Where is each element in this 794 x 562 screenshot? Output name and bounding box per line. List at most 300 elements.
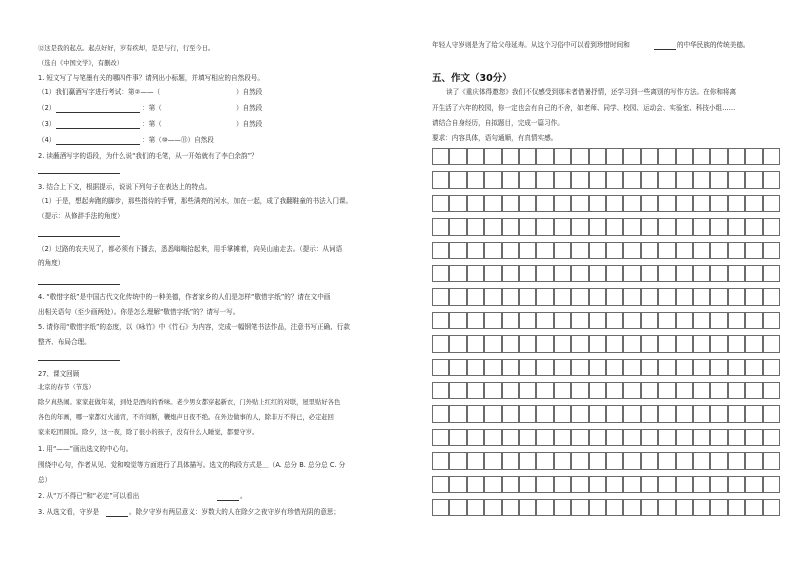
grid-cell[interactable]: [710, 476, 727, 493]
grid-cell[interactable]: [676, 312, 693, 329]
grid-cell[interactable]: [710, 499, 727, 516]
grid-cell[interactable]: [467, 148, 484, 165]
grid-cell[interactable]: [467, 476, 484, 493]
grid-cell[interactable]: [728, 218, 745, 235]
grid-cell[interactable]: [745, 476, 762, 493]
grid-cell[interactable]: [728, 382, 745, 399]
grid-cell[interactable]: [606, 476, 623, 493]
grid-cell[interactable]: [554, 242, 571, 259]
q1-item-4-title-blank[interactable]: [56, 144, 140, 145]
grid-cell[interactable]: [554, 335, 571, 352]
grid-cell[interactable]: [641, 476, 658, 493]
grid-cell[interactable]: [676, 452, 693, 469]
grid-cell[interactable]: [641, 242, 658, 259]
grid-cell[interactable]: [658, 171, 675, 188]
grid-cell[interactable]: [658, 476, 675, 493]
grid-cell[interactable]: [710, 382, 727, 399]
grid-cell[interactable]: [571, 429, 588, 446]
grid-cell[interactable]: [589, 499, 606, 516]
grid-cell[interactable]: [763, 171, 780, 188]
grid-cell[interactable]: [745, 195, 762, 212]
grid-cell[interactable]: [536, 288, 553, 305]
grid-cell[interactable]: [554, 429, 571, 446]
grid-cell[interactable]: [536, 195, 553, 212]
grid-cell[interactable]: [676, 405, 693, 422]
grid-cell[interactable]: [484, 335, 501, 352]
grid-cell[interactable]: [623, 499, 640, 516]
grid-cell[interactable]: [536, 171, 553, 188]
grid-cell[interactable]: [658, 148, 675, 165]
grid-cell[interactable]: [519, 476, 536, 493]
grid-cell[interactable]: [449, 452, 466, 469]
grid-cell[interactable]: [589, 171, 606, 188]
grid-cell[interactable]: [502, 312, 519, 329]
grid-cell[interactable]: [432, 218, 449, 235]
grid-cell[interactable]: [502, 499, 519, 516]
grid-cell[interactable]: [745, 265, 762, 282]
reading-q3-blank-2[interactable]: [654, 49, 676, 50]
grid-cell[interactable]: [763, 429, 780, 446]
grid-cell[interactable]: [484, 288, 501, 305]
grid-cell[interactable]: [571, 452, 588, 469]
grid-cell[interactable]: [554, 452, 571, 469]
grid-cell[interactable]: [641, 335, 658, 352]
grid-cell[interactable]: [502, 171, 519, 188]
grid-cell[interactable]: [536, 265, 553, 282]
grid-cell[interactable]: [710, 148, 727, 165]
grid-cell[interactable]: [571, 476, 588, 493]
grid-cell[interactable]: [658, 359, 675, 376]
grid-cell[interactable]: [467, 382, 484, 399]
grid-cell[interactable]: [571, 382, 588, 399]
grid-cell[interactable]: [519, 405, 536, 422]
grid-cell[interactable]: [536, 148, 553, 165]
q2-answer-line[interactable]: [38, 173, 120, 174]
grid-cell[interactable]: [519, 195, 536, 212]
grid-cell[interactable]: [710, 218, 727, 235]
grid-cell[interactable]: [571, 265, 588, 282]
grid-cell[interactable]: [693, 335, 710, 352]
grid-cell[interactable]: [484, 171, 501, 188]
grid-cell[interactable]: [693, 312, 710, 329]
grid-cell[interactable]: [589, 265, 606, 282]
grid-cell[interactable]: [763, 242, 780, 259]
grid-cell[interactable]: [606, 382, 623, 399]
grid-cell[interactable]: [693, 452, 710, 469]
grid-cell[interactable]: [519, 265, 536, 282]
grid-cell[interactable]: [519, 452, 536, 469]
grid-cell[interactable]: [728, 405, 745, 422]
grid-cell[interactable]: [449, 405, 466, 422]
grid-cell[interactable]: [676, 242, 693, 259]
grid-cell[interactable]: [710, 288, 727, 305]
grid-cell[interactable]: [641, 359, 658, 376]
grid-cell[interactable]: [432, 148, 449, 165]
grid-cell[interactable]: [641, 499, 658, 516]
grid-cell[interactable]: [745, 148, 762, 165]
grid-cell[interactable]: [571, 288, 588, 305]
grid-cell[interactable]: [571, 359, 588, 376]
grid-cell[interactable]: [432, 242, 449, 259]
grid-cell[interactable]: [554, 265, 571, 282]
grid-cell[interactable]: [536, 382, 553, 399]
grid-cell[interactable]: [449, 359, 466, 376]
grid-cell[interactable]: [432, 359, 449, 376]
grid-cell[interactable]: [693, 265, 710, 282]
grid-cell[interactable]: [606, 335, 623, 352]
grid-cell[interactable]: [554, 218, 571, 235]
grid-cell[interactable]: [449, 312, 466, 329]
grid-cell[interactable]: [710, 359, 727, 376]
grid-cell[interactable]: [658, 312, 675, 329]
grid-cell[interactable]: [763, 335, 780, 352]
grid-cell[interactable]: [763, 218, 780, 235]
grid-cell[interactable]: [641, 312, 658, 329]
grid-cell[interactable]: [623, 171, 640, 188]
grid-cell[interactable]: [536, 218, 553, 235]
grid-cell[interactable]: [763, 359, 780, 376]
grid-cell[interactable]: [571, 242, 588, 259]
grid-cell[interactable]: [676, 288, 693, 305]
grid-cell[interactable]: [432, 265, 449, 282]
grid-cell[interactable]: [606, 242, 623, 259]
grid-cell[interactable]: [571, 335, 588, 352]
grid-cell[interactable]: [449, 476, 466, 493]
grid-cell[interactable]: [536, 476, 553, 493]
grid-cell[interactable]: [484, 148, 501, 165]
grid-cell[interactable]: [467, 312, 484, 329]
q3-2-answer-line[interactable]: [38, 284, 120, 285]
grid-cell[interactable]: [641, 171, 658, 188]
grid-cell[interactable]: [484, 312, 501, 329]
grid-cell[interactable]: [502, 335, 519, 352]
grid-cell[interactable]: [623, 452, 640, 469]
grid-cell[interactable]: [484, 405, 501, 422]
grid-cell[interactable]: [589, 382, 606, 399]
grid-cell[interactable]: [693, 288, 710, 305]
grid-cell[interactable]: [676, 499, 693, 516]
grid-cell[interactable]: [589, 429, 606, 446]
grid-cell[interactable]: [658, 405, 675, 422]
grid-cell[interactable]: [641, 429, 658, 446]
grid-cell[interactable]: [502, 429, 519, 446]
grid-cell[interactable]: [484, 382, 501, 399]
grid-cell[interactable]: [710, 452, 727, 469]
grid-cell[interactable]: [606, 405, 623, 422]
grid-cell[interactable]: [589, 312, 606, 329]
grid-cell[interactable]: [763, 195, 780, 212]
grid-cell[interactable]: [536, 359, 553, 376]
grid-cell[interactable]: [519, 359, 536, 376]
q1-item-3-title-blank[interactable]: [56, 128, 140, 129]
grid-cell[interactable]: [432, 429, 449, 446]
grid-cell[interactable]: [519, 148, 536, 165]
grid-cell[interactable]: [502, 265, 519, 282]
grid-cell[interactable]: [606, 148, 623, 165]
grid-cell[interactable]: [571, 312, 588, 329]
grid-cell[interactable]: [676, 171, 693, 188]
grid-cell[interactable]: [502, 476, 519, 493]
grid-cell[interactable]: [484, 499, 501, 516]
grid-cell[interactable]: [554, 171, 571, 188]
grid-cell[interactable]: [623, 429, 640, 446]
grid-cell[interactable]: [467, 265, 484, 282]
grid-cell[interactable]: [658, 452, 675, 469]
grid-cell[interactable]: [519, 312, 536, 329]
grid-cell[interactable]: [710, 405, 727, 422]
grid-cell[interactable]: [658, 335, 675, 352]
grid-cell[interactable]: [484, 476, 501, 493]
grid-cell[interactable]: [571, 195, 588, 212]
grid-cell[interactable]: [606, 312, 623, 329]
grid-cell[interactable]: [467, 335, 484, 352]
grid-cell[interactable]: [467, 195, 484, 212]
grid-cell[interactable]: [432, 405, 449, 422]
grid-cell[interactable]: [554, 288, 571, 305]
grid-cell[interactable]: [467, 452, 484, 469]
grid-cell[interactable]: [432, 312, 449, 329]
grid-cell[interactable]: [745, 312, 762, 329]
grid-cell[interactable]: [710, 265, 727, 282]
grid-cell[interactable]: [623, 148, 640, 165]
grid-cell[interactable]: [745, 359, 762, 376]
grid-cell[interactable]: [606, 429, 623, 446]
grid-cell[interactable]: [676, 429, 693, 446]
grid-cell[interactable]: [571, 218, 588, 235]
grid-cell[interactable]: [589, 476, 606, 493]
grid-cell[interactable]: [554, 195, 571, 212]
grid-cell[interactable]: [519, 242, 536, 259]
grid-cell[interactable]: [554, 476, 571, 493]
grid-cell[interactable]: [623, 288, 640, 305]
grid-cell[interactable]: [467, 171, 484, 188]
grid-cell[interactable]: [763, 499, 780, 516]
grid-cell[interactable]: [519, 218, 536, 235]
grid-cell[interactable]: [536, 452, 553, 469]
grid-cell[interactable]: [536, 312, 553, 329]
grid-cell[interactable]: [502, 218, 519, 235]
reading-q3-blank[interactable]: [106, 516, 128, 517]
q3-1-answer-line[interactable]: [38, 236, 120, 237]
grid-cell[interactable]: [502, 382, 519, 399]
grid-cell[interactable]: [728, 452, 745, 469]
grid-cell[interactable]: [554, 312, 571, 329]
grid-cell[interactable]: [763, 288, 780, 305]
grid-cell[interactable]: [484, 265, 501, 282]
grid-cell[interactable]: [745, 429, 762, 446]
grid-cell[interactable]: [745, 405, 762, 422]
grid-cell[interactable]: [484, 242, 501, 259]
grid-cell[interactable]: [554, 359, 571, 376]
grid-cell[interactable]: [693, 359, 710, 376]
grid-cell[interactable]: [623, 405, 640, 422]
grid-cell[interactable]: [589, 242, 606, 259]
grid-cell[interactable]: [502, 405, 519, 422]
grid-cell[interactable]: [693, 429, 710, 446]
grid-cell[interactable]: [554, 148, 571, 165]
grid-cell[interactable]: [641, 288, 658, 305]
grid-cell[interactable]: [467, 242, 484, 259]
grid-cell[interactable]: [641, 218, 658, 235]
grid-cell[interactable]: [484, 359, 501, 376]
grid-cell[interactable]: [728, 312, 745, 329]
grid-cell[interactable]: [693, 476, 710, 493]
grid-cell[interactable]: [589, 148, 606, 165]
grid-cell[interactable]: [519, 335, 536, 352]
grid-cell[interactable]: [710, 312, 727, 329]
grid-cell[interactable]: [676, 335, 693, 352]
grid-cell[interactable]: [536, 335, 553, 352]
grid-cell[interactable]: [728, 499, 745, 516]
grid-cell[interactable]: [536, 499, 553, 516]
grid-cell[interactable]: [484, 429, 501, 446]
grid-cell[interactable]: [467, 359, 484, 376]
grid-cell[interactable]: [728, 359, 745, 376]
grid-cell[interactable]: [745, 171, 762, 188]
grid-cell[interactable]: [449, 499, 466, 516]
grid-cell[interactable]: [641, 148, 658, 165]
grid-cell[interactable]: [676, 476, 693, 493]
grid-cell[interactable]: [693, 405, 710, 422]
grid-cell[interactable]: [728, 148, 745, 165]
grid-cell[interactable]: [745, 242, 762, 259]
grid-cell[interactable]: [467, 218, 484, 235]
grid-cell[interactable]: [623, 312, 640, 329]
grid-cell[interactable]: [502, 452, 519, 469]
grid-cell[interactable]: [449, 171, 466, 188]
grid-cell[interactable]: [467, 405, 484, 422]
grid-cell[interactable]: [623, 476, 640, 493]
grid-cell[interactable]: [763, 148, 780, 165]
grid-cell[interactable]: [623, 382, 640, 399]
grid-cell[interactable]: [449, 195, 466, 212]
grid-cell[interactable]: [710, 171, 727, 188]
grid-cell[interactable]: [589, 195, 606, 212]
grid-cell[interactable]: [432, 499, 449, 516]
grid-cell[interactable]: [641, 265, 658, 282]
grid-cell[interactable]: [449, 265, 466, 282]
grid-cell[interactable]: [536, 405, 553, 422]
grid-cell[interactable]: [449, 242, 466, 259]
grid-cell[interactable]: [623, 335, 640, 352]
grid-cell[interactable]: [623, 265, 640, 282]
grid-cell[interactable]: [763, 405, 780, 422]
grid-cell[interactable]: [432, 195, 449, 212]
grid-cell[interactable]: [606, 218, 623, 235]
grid-cell[interactable]: [554, 405, 571, 422]
grid-cell[interactable]: [728, 265, 745, 282]
grid-cell[interactable]: [589, 452, 606, 469]
grid-cell[interactable]: [763, 312, 780, 329]
grid-cell[interactable]: [502, 288, 519, 305]
grid-cell[interactable]: [536, 429, 553, 446]
grid-cell[interactable]: [710, 429, 727, 446]
grid-cell[interactable]: [502, 195, 519, 212]
grid-cell[interactable]: [763, 452, 780, 469]
grid-cell[interactable]: [693, 195, 710, 212]
grid-cell[interactable]: [606, 171, 623, 188]
grid-cell[interactable]: [589, 335, 606, 352]
grid-cell[interactable]: [641, 382, 658, 399]
grid-cell[interactable]: [710, 195, 727, 212]
grid-cell[interactable]: [571, 499, 588, 516]
grid-cell[interactable]: [589, 288, 606, 305]
q5-answer-line[interactable]: [38, 360, 120, 361]
grid-cell[interactable]: [710, 335, 727, 352]
grid-cell[interactable]: [432, 335, 449, 352]
grid-cell[interactable]: [658, 265, 675, 282]
grid-cell[interactable]: [606, 265, 623, 282]
grid-cell[interactable]: [658, 382, 675, 399]
grid-cell[interactable]: [571, 405, 588, 422]
grid-cell[interactable]: [449, 335, 466, 352]
grid-cell[interactable]: [571, 148, 588, 165]
grid-cell[interactable]: [763, 476, 780, 493]
grid-cell[interactable]: [502, 148, 519, 165]
reading-q2-blank[interactable]: [217, 500, 239, 501]
grid-cell[interactable]: [693, 382, 710, 399]
grid-cell[interactable]: [728, 335, 745, 352]
grid-cell[interactable]: [606, 359, 623, 376]
grid-cell[interactable]: [606, 452, 623, 469]
grid-cell[interactable]: [519, 429, 536, 446]
grid-cell[interactable]: [641, 195, 658, 212]
grid-cell[interactable]: [554, 382, 571, 399]
grid-cell[interactable]: [484, 218, 501, 235]
grid-cell[interactable]: [623, 195, 640, 212]
grid-cell[interactable]: [623, 359, 640, 376]
q1-item-2-title-blank[interactable]: [56, 112, 140, 113]
grid-cell[interactable]: [502, 359, 519, 376]
grid-cell[interactable]: [676, 382, 693, 399]
grid-cell[interactable]: [728, 171, 745, 188]
grid-cell[interactable]: [467, 288, 484, 305]
grid-cell[interactable]: [745, 288, 762, 305]
grid-cell[interactable]: [571, 171, 588, 188]
grid-cell[interactable]: [745, 382, 762, 399]
grid-cell[interactable]: [432, 171, 449, 188]
grid-cell[interactable]: [745, 335, 762, 352]
grid-cell[interactable]: [641, 452, 658, 469]
grid-cell[interactable]: [728, 288, 745, 305]
grid-cell[interactable]: [693, 218, 710, 235]
grid-cell[interactable]: [519, 499, 536, 516]
grid-cell[interactable]: [710, 242, 727, 259]
grid-cell[interactable]: [449, 148, 466, 165]
grid-cell[interactable]: [728, 242, 745, 259]
grid-cell[interactable]: [432, 382, 449, 399]
grid-cell[interactable]: [693, 171, 710, 188]
grid-cell[interactable]: [589, 359, 606, 376]
grid-cell[interactable]: [623, 242, 640, 259]
grid-cell[interactable]: [728, 476, 745, 493]
grid-cell[interactable]: [676, 265, 693, 282]
grid-cell[interactable]: [693, 499, 710, 516]
grid-cell[interactable]: [432, 452, 449, 469]
grid-cell[interactable]: [449, 218, 466, 235]
grid-cell[interactable]: [589, 218, 606, 235]
grid-cell[interactable]: [502, 242, 519, 259]
grid-cell[interactable]: [763, 382, 780, 399]
grid-cell[interactable]: [484, 452, 501, 469]
grid-cell[interactable]: [449, 382, 466, 399]
grid-cell[interactable]: [728, 429, 745, 446]
grid-cell[interactable]: [745, 499, 762, 516]
grid-cell[interactable]: [693, 242, 710, 259]
grid-cell[interactable]: [745, 452, 762, 469]
grid-cell[interactable]: [728, 195, 745, 212]
grid-cell[interactable]: [606, 499, 623, 516]
